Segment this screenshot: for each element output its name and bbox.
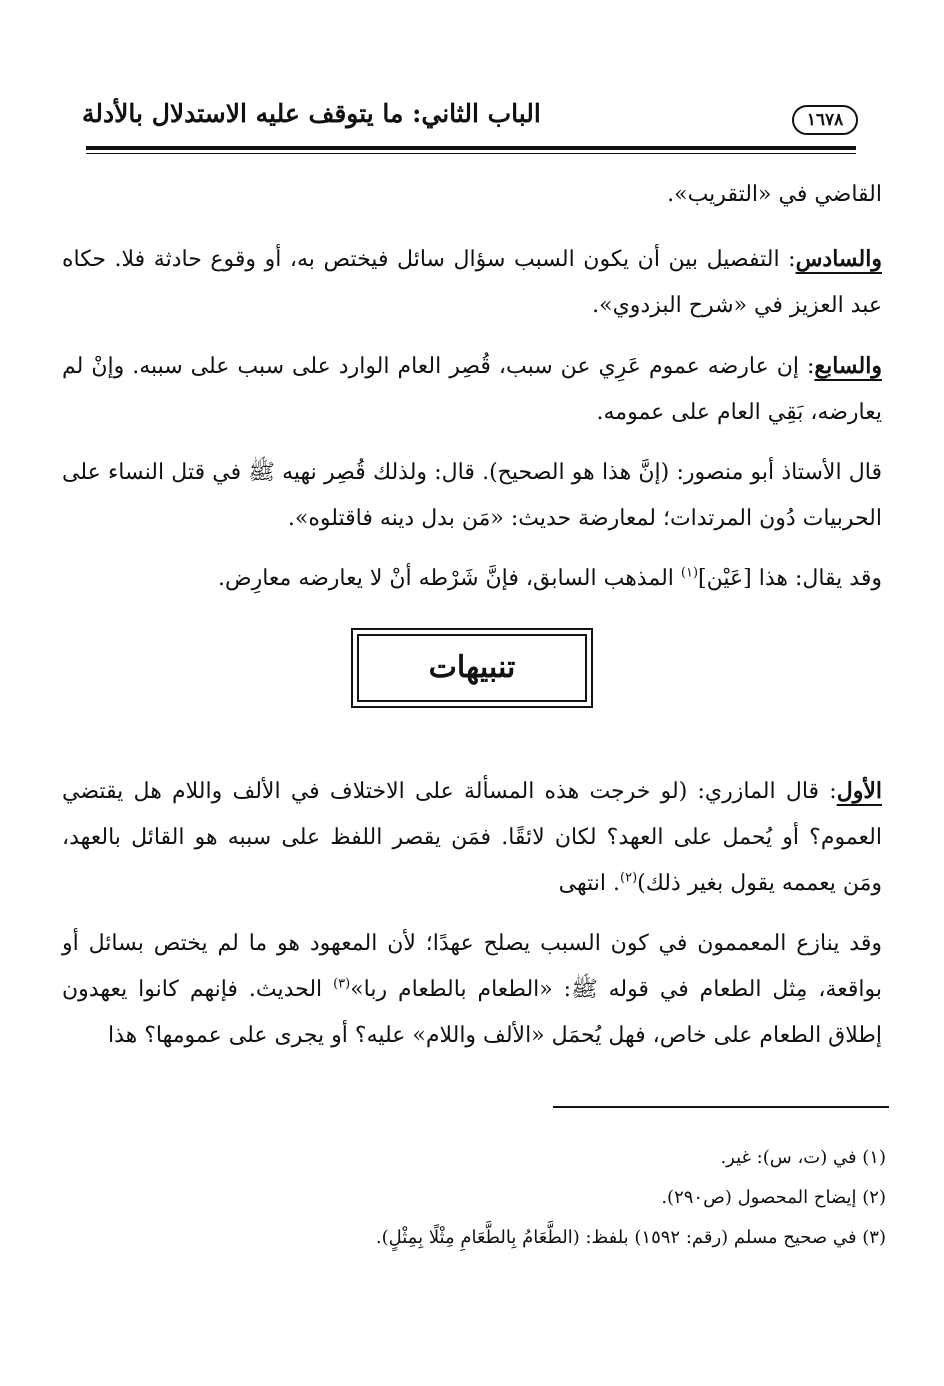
p6-after: . انتهى [558,871,621,896]
p5-before: وقد يقال: هذا [عَيْن] [698,566,882,591]
footnote-1: (١) في (ت، س): غير. [720,1147,886,1168]
footnote-separator [553,1106,889,1108]
footnote-ref-3[interactable]: (٣) [333,976,351,992]
paragraph-sixth [62,236,882,329]
main-text [62,172,882,1073]
paragraph-1: القاضي في «التقريب». [667,182,882,207]
seventh-lead: والسابع [814,353,882,379]
paragraph-seventh [62,343,882,436]
page-number: ١٦٧٨ [792,105,858,135]
p7-before: وقد ينازع المعممون في كون السبب يصلح عهدًا؛ لأن المعهود هو ما لم يختص بسائل أو بواقعة، مِثل الطعام في قوله ﷺ: «الطعام بالطعام ربا» [62,931,882,1002]
footnotes [66,1138,886,1258]
footnote-3: (٣) في صحيح مسلم (رقم: ١٥٩٢) بلفظ: (الطَّعَامُ بِالطَّعَامِ مِثْلًا بِمِثْلٍ). [375,1227,886,1248]
section-heading-frame [351,628,593,708]
first-lead: الأول [836,778,882,804]
chapter-title: الباب الثاني: ما يتوقف عليه الاستدلال بالأدلة [82,99,541,128]
section-heading-wrap [62,628,882,708]
header-rule-thick [86,146,856,150]
footnote-ref-1[interactable]: (١) [680,565,699,581]
header-rule-thin [86,153,856,154]
section-heading: تنبيهات [357,634,587,702]
p6-before: : قال المازري: (لو خرجت هذه المسألة على الاختلاف في الألف واللام هل يقتضي العموم؟ أو يُحمل على العهد؟ لكان لائقًا. فمَن يقصر اللفظ على سببه هو القائل بالعهد، ومَن يعممه يقول بغير ذلك) [62,779,882,896]
footnote-ref-2[interactable]: (٢) [620,870,638,886]
footnote-2: (٢) إيضاح المحصول (ص٢٩٠). [661,1187,886,1208]
paragraph-muammimun [62,921,882,1059]
sixth-lead: والسادس [795,246,882,272]
sixth-text: : التفصيل بين أن يكون السبب سؤال سائل فيختص به، أو وقوع حادثة فلا. حكاه عبد العزيز في «شرح البزدوي». [62,247,882,318]
paragraph-abu-mansur: قال الأستاذ أبو منصور: (إنَّ هذا هو الصحيح). قال: ولذلك قُصِر نهيه ﷺ في قتل النساء على الحربيات دُون المرتدات؛ لمعارضة حديث: «مَن بدل دينه فاقتلوه». [62,460,882,531]
running-header [76,95,866,143]
paragraph-first-note [62,768,882,907]
p7-after: الحديث. فإنهم كانوا يعهدون إطلاق الطعام على خاص، فهل يُحمَل «الألف واللام» عليه؟ أو يجرى على عمومها؟ هذا [62,977,882,1048]
paragraph-note-ayn [62,556,882,602]
p5-after: المذهب السابق، فإنَّ شَرْطه أنْ لا يعارضه معارِض. [218,566,681,591]
seventh-text: : إن عارضه عموم عَرِي عن سبب، قُصِر العام الوارد على سبب على سببه. وإنْ لم يعارضه، بَقِي العام على عمومه. [62,354,882,425]
